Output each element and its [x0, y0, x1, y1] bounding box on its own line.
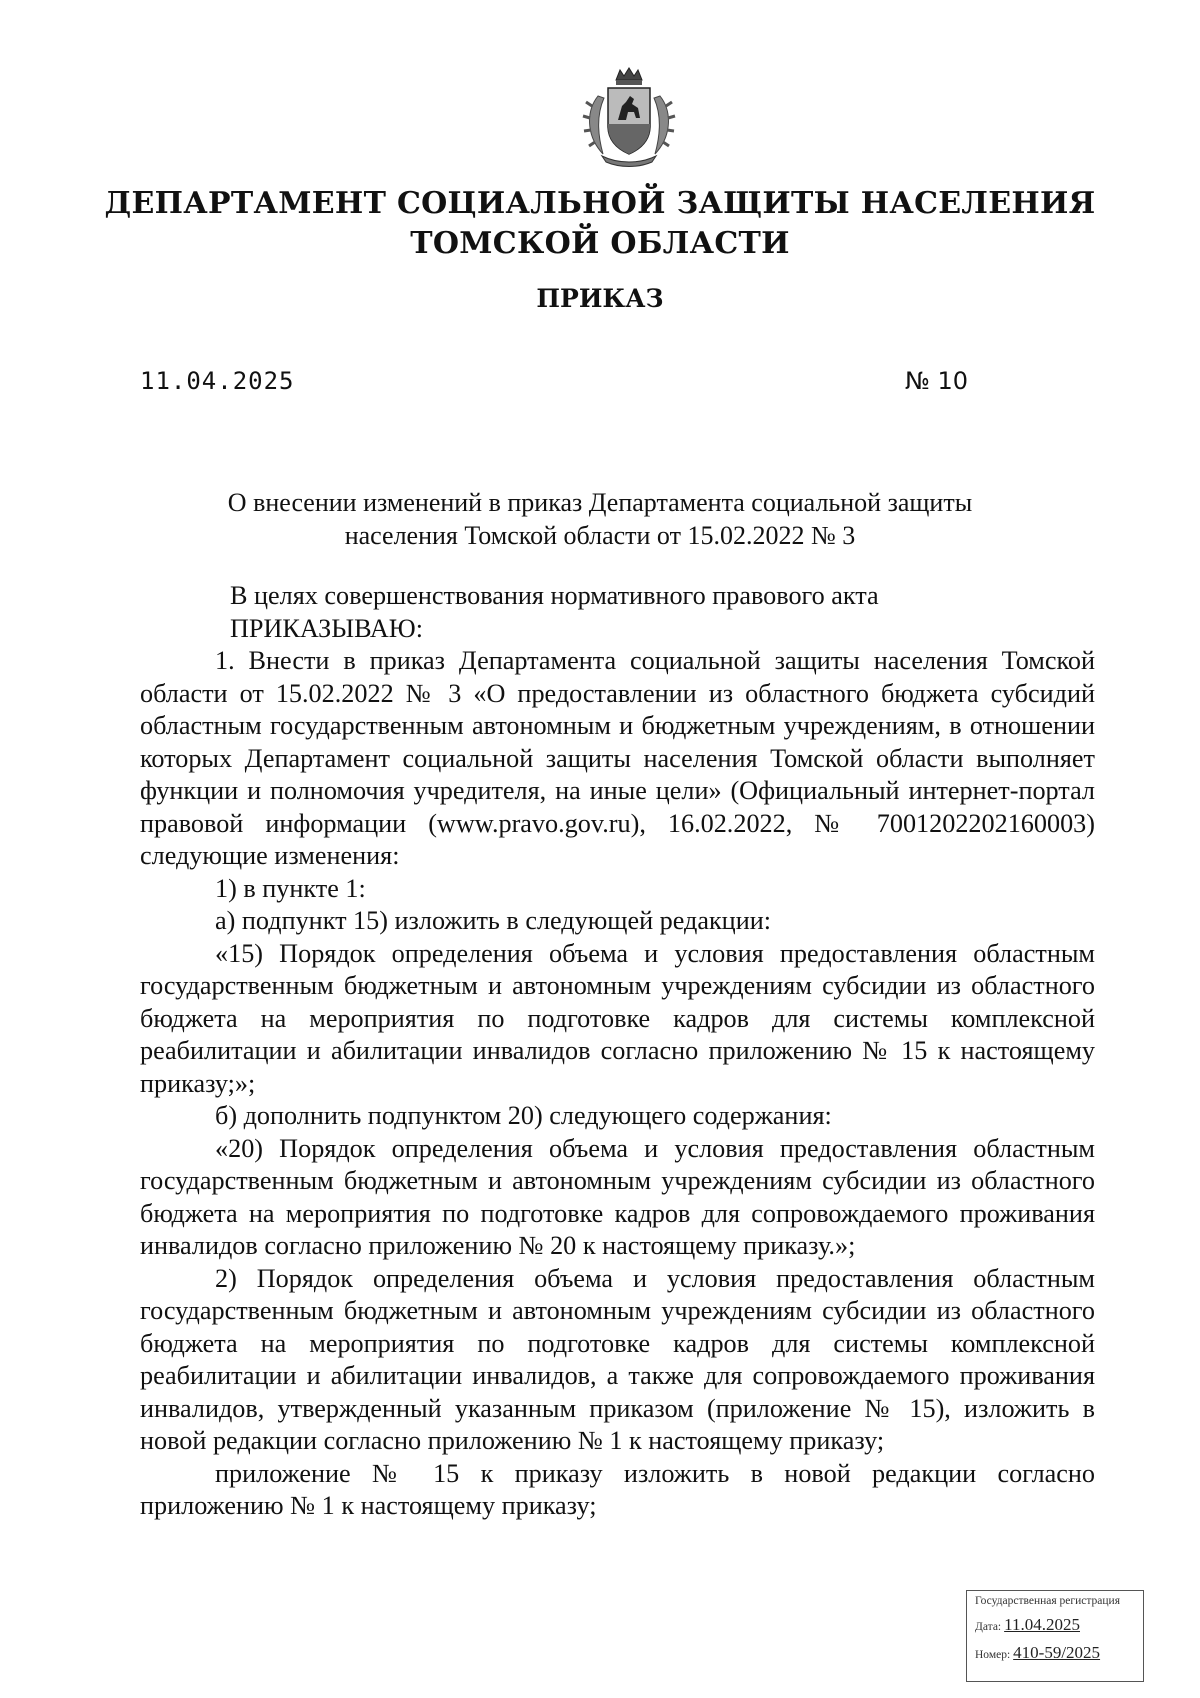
stamp-date-value: 11.04.2025	[1004, 1615, 1080, 1634]
paragraph-subitem-b: б) дополнить подпунктом 20) следующего содержания:	[215, 1101, 832, 1130]
paragraph-order-word: ПРИКАЗЫВАЮ:	[230, 613, 423, 643]
organization-name-line2: ТОМСКОЙ ОБЛАСТИ	[410, 226, 790, 261]
coat-of-arms-icon	[568, 66, 690, 170]
subject-line2: населения Томской области от 15.02.2022 № 3	[344, 521, 856, 550]
document-subject	[150, 486, 1050, 552]
stamp-title: Государственная регистрация	[975, 1595, 1120, 1607]
document-date: 11.04.2025	[140, 367, 295, 395]
stamp-date-row	[975, 1615, 1080, 1635]
paragraph-item-1: 1. Внести в приказ Департамента социальной защиты населения Томской области от 15.02.2022 № 3 «О предоставлении из областного бюджета субсидий областным государственным автономным и бюджетным учреждениям, в отношении которых Департамент социальной защиты населения Томской области выполняет функции и полномочия учредителя, на иные цели» (Официальный интернет-портал правовой информации (www.pravo.gov.ru), 16.02.2022, № 7001202202160003) следующие изменения:	[140, 646, 1095, 870]
stamp-number-label: Номер:	[975, 1649, 1011, 1661]
document-body	[140, 580, 1095, 1523]
stamp-number-value: 410-59/2025	[1013, 1643, 1101, 1662]
paragraph-item-2: 2) Порядок определения объема и условия предоставления областным государственным бюджетным и автономным учреждениям субсидии из областного бюджета на мероприятия по подготовке кадров для системы комплексной реабилитации и абилитации инвалидов, а также для сопровождаемого проживания инвалидов, утвержденный указанным приказом (приложение № 15), изложить в новой редакции согласно приложению № 1 к настоящему приказу;	[140, 1263, 1095, 1455]
paragraph-appendix-15: приложение № 15 к приказу изложить в новой редакции согласно приложению № 1 к настоящему приказу;	[140, 1458, 1095, 1520]
subject-line1: О внесении изменений в приказ Департамента социальной защиты	[227, 488, 973, 517]
stamp-number-row	[975, 1643, 1100, 1663]
registration-stamp	[966, 1590, 1144, 1682]
paragraph-quote-20: «20) Порядок определения объема и условия предоставления областным государственным бюджетным и автономным учреждениям субсидии из областного бюджета на мероприятия по подготовке кадров для сопровождаемого проживания инвалидов согласно приложению № 20 к настоящему приказу.»;	[140, 1133, 1095, 1260]
document-type: ПРИКАЗ	[536, 284, 664, 313]
stamp-date-label: Дата:	[975, 1621, 1002, 1633]
paragraph-subitem-a: а) подпункт 15) изложить в следующей редакции:	[215, 906, 771, 935]
document-number: № 10	[904, 367, 968, 395]
paragraph-quote-15: «15) Порядок определения объема и условия предоставления областным государственным бюджетным и автономным учреждениям субсидии из областного бюджета на мероприятия по подготовке кадров для системы комплексной реабилитации и абилитации инвалидов согласно приложению № 15 к настоящему приказу;»;	[140, 938, 1095, 1098]
paragraph-subitem-1: 1) в пункте 1:	[215, 873, 366, 903]
paragraph-preamble: В целях совершенствования нормативного правового акта	[230, 581, 879, 610]
organization-name-line1: ДЕПАРТАМЕНТ СОЦИАЛЬНОЙ ЗАЩИТЫ НАСЕЛЕНИЯ	[104, 186, 1096, 221]
